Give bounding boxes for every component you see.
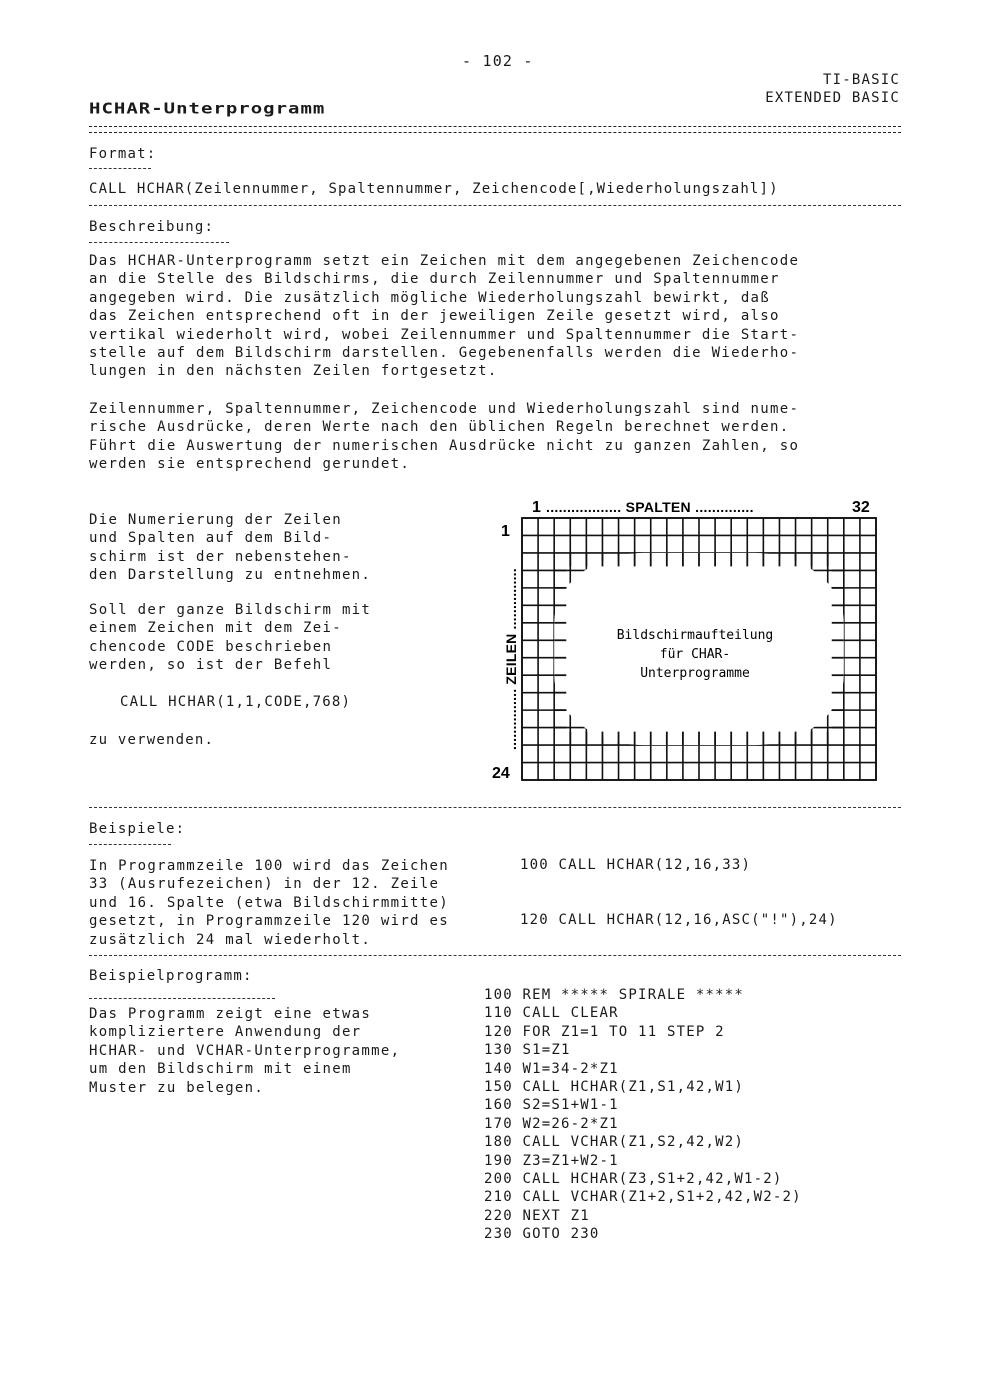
side-line: Soll der ganze Bildschirm mit	[89, 602, 372, 618]
format-syntax: CALL HCHAR(Zeilennummer, Spaltennummer, Zeichencode[,Wiederholungszahl])	[89, 181, 779, 197]
diagram-rule	[89, 807, 901, 808]
desc-line: an die Stelle des Bildschirms, die durch Zeilennummer und Spaltennummer	[89, 271, 780, 288]
header-language-1: TI-BASIC	[822, 72, 900, 88]
desc-line: lungen in den nächsten Zeilen fortgesetzt.	[89, 363, 498, 380]
rows-end-label: 24	[492, 765, 510, 782]
example-code-2: 120 CALL HCHAR(12,16,ASC("!"),24)	[520, 912, 838, 928]
program-desc-line: kompliziertere Anwendung der	[89, 1024, 362, 1041]
program-line: 180 CALL VCHAR(Z1,S2,42,W2)	[484, 1134, 744, 1151]
side-closing: zu verwenden.	[89, 732, 215, 748]
program-line: 120 FOR Z1=1 TO 11 STEP 2	[484, 1023, 725, 1040]
examples-line: In Programmzeile 100 wird das Zeichen	[89, 858, 449, 874]
format-rule	[89, 205, 901, 206]
program-line: 100 REM ***** SPIRALE *****	[484, 987, 744, 1003]
rows-start-label: 1	[501, 523, 510, 540]
side-line: und Spalten auf dem Bild-	[89, 530, 333, 547]
desc-line: Zeilennummer, Spaltennummer, Zeichencode und Wiederholungszahl sind nume-	[89, 401, 800, 417]
program-line: 140 W1=34-2*Z1	[484, 1060, 619, 1077]
side-line: einem Zeichen mit dem Zei-	[89, 620, 342, 637]
examples-label: Beispiele:	[89, 821, 186, 837]
program-line: 200 CALL HCHAR(Z3,S1+2,42,W1-2)	[484, 1171, 783, 1188]
side-line: werden, so ist der Befehl	[89, 657, 333, 674]
examples-line: zusätzlich 24 mal wiederholt.	[89, 931, 372, 948]
center-caption-line-1: Bildschirmaufteilung	[616, 628, 774, 643]
examples-line: 33 (Ausrufezeichen) in der 12. Zeile	[89, 876, 440, 893]
program-listing	[484, 986, 802, 1244]
program-label-underline	[89, 998, 275, 999]
program-line: 150 CALL HCHAR(Z1,S1,42,W1)	[484, 1079, 744, 1096]
columns-start-label: 1	[532, 499, 541, 516]
examples-rule	[89, 955, 901, 956]
format-label-underline	[89, 168, 151, 169]
program-line: 110 CALL CLEAR	[484, 1005, 619, 1022]
side-line: schirm ist der nebenstehen-	[89, 548, 352, 565]
center-caption-line-3: Unterprogramme	[640, 666, 750, 681]
center-caption-line-2: für CHAR-	[659, 647, 731, 662]
program-line: 220 NEXT Z1	[484, 1207, 590, 1224]
side-paragraph-2	[89, 601, 371, 675]
desc-line: Führt die Auswertung der numerischen Ausdrücke nicht zu ganzen Zahlen, so	[89, 437, 800, 454]
format-label: Format:	[89, 146, 157, 162]
columns-end-label: 32	[852, 499, 870, 516]
program-line: 170 W2=26-2*Z1	[484, 1115, 619, 1132]
program-line: 130 S1=Z1	[484, 1042, 571, 1059]
description-label-underline	[89, 242, 229, 243]
page-title: HCHAR-Unterprogramm	[89, 100, 326, 118]
rows-label: ............... ZEILEN ...............	[503, 568, 519, 750]
header-language-2: EXTENDED BASIC	[765, 90, 900, 106]
desc-line: vertikal wiederholt wird, wobei Zeilennummer und Spaltennummer die Start-	[89, 326, 800, 343]
examples-line: und 16. Spalte (etwa Bildschirmmitte)	[89, 894, 449, 911]
program-description	[89, 1005, 400, 1097]
desc-line: angegeben wird. Die zusätzlich mögliche Wiederholungszahl bewirkt, daß	[89, 289, 771, 306]
program-line: 210 CALL VCHAR(Z1+2,S1+2,42,W2-2)	[484, 1189, 802, 1206]
page-number: - 102 -	[462, 52, 534, 70]
columns-label: .................. SPALTEN ..............	[546, 499, 754, 515]
title-double-rule	[89, 126, 901, 133]
desc-line: Das HCHAR-Unterprogramm setzt ein Zeichen mit dem angegebenen Zeichencode	[89, 253, 800, 269]
examples-label-underline	[89, 844, 171, 845]
program-desc-line: Das Programm zeigt eine etwas	[89, 1006, 372, 1022]
side-line: den Darstellung zu entnehmen.	[89, 567, 372, 584]
desc-line: rische Ausdrücke, deren Werte nach den üblichen Regeln berechnet werden.	[89, 419, 790, 436]
program-label: Beispielprogramm:	[89, 968, 253, 984]
program-line: 230 GOTO 230	[484, 1226, 600, 1243]
program-desc-line: Muster zu belegen.	[89, 1079, 265, 1096]
desc-line: werden sie entsprechend gerundet.	[89, 456, 411, 473]
examples-text	[89, 857, 449, 949]
example-code-1: 100 CALL HCHAR(12,16,33)	[520, 857, 752, 873]
side-line: chencode CODE beschrieben	[89, 638, 333, 655]
program-line: 190 Z3=Z1+W2-1	[484, 1152, 619, 1169]
side-line: Die Numerierung der Zeilen	[89, 512, 342, 528]
desc-line: das Zeichen entsprechend oft in der jeweiligen Zeile gesetzt wird, also	[89, 308, 780, 325]
screen-layout-diagram	[480, 488, 880, 788]
description-paragraph-1	[89, 252, 799, 381]
program-line: 160 S2=S1+W1-1	[484, 1097, 619, 1114]
program-desc-line: HCHAR- und VCHAR-Unterprogramme,	[89, 1042, 401, 1059]
program-desc-line: um den Bildschirm mit einem	[89, 1061, 352, 1078]
examples-line: gesetzt, in Programmzeile 120 wird es	[89, 913, 449, 930]
desc-line: stelle auf dem Bildschirm darstellen. Gegebenenfalls werden die Wiederho-	[89, 345, 800, 362]
side-paragraph-1	[89, 511, 371, 585]
description-paragraph-2	[89, 400, 799, 474]
description-label: Beschreibung:	[89, 219, 215, 235]
side-command: CALL HCHAR(1,1,CODE,768)	[120, 694, 352, 710]
